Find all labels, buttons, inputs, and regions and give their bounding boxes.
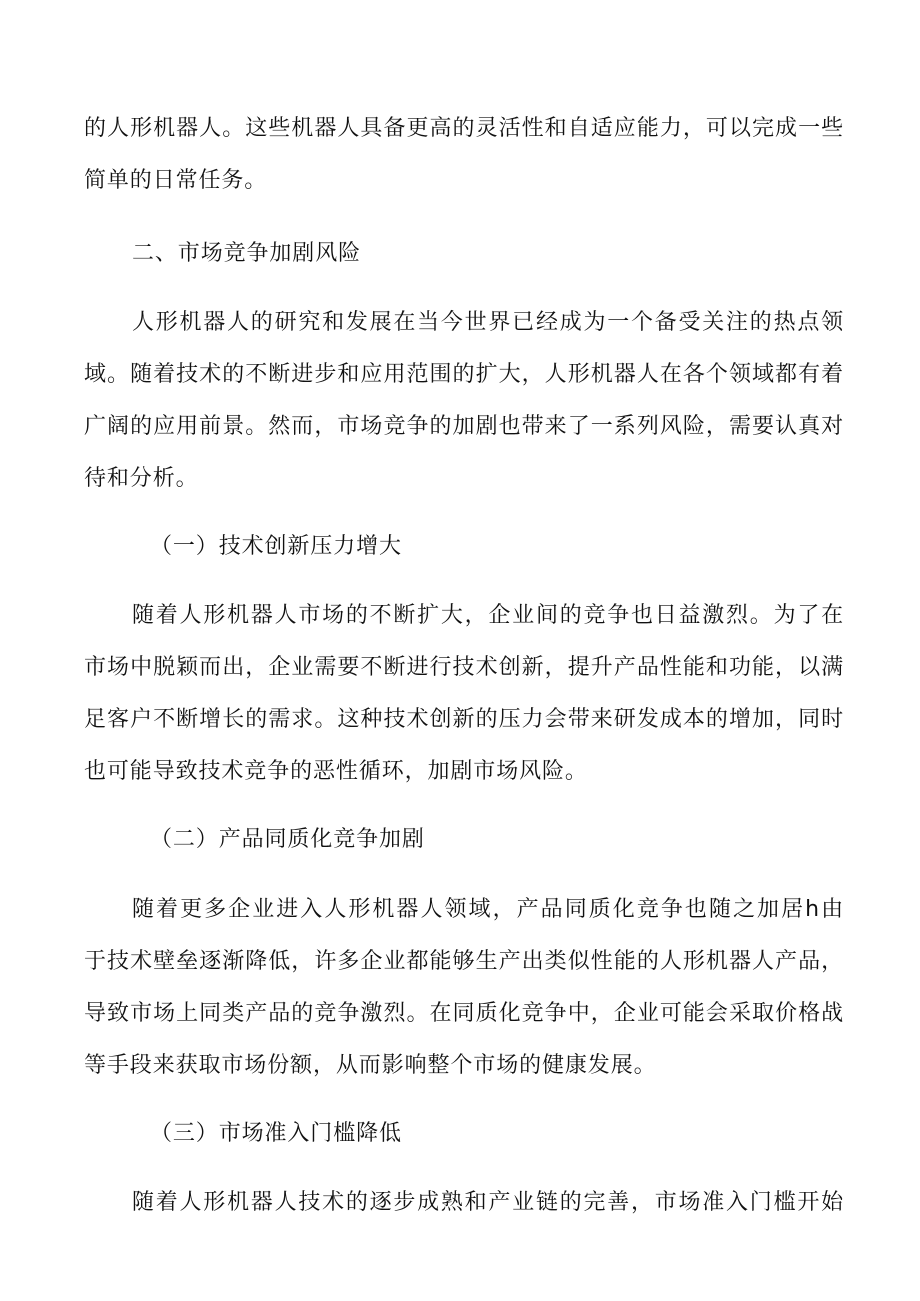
section-heading: 二、市场竞争加剧风险 (132, 241, 362, 266)
paragraph-line: 待和分析。 (84, 466, 199, 491)
paragraph-line: 导致市场上同类产品的竞争激烈。在同质化竞争中，企业可能会采取价格战 (84, 1001, 844, 1026)
paragraph-line: 人形机器人的研究和发展在当今世界已经成为一个备受关注的热点领 (132, 310, 844, 335)
paragraph-line: 等手段来获取市场份额，从而影响整个市场的健康发展。 (84, 1053, 657, 1078)
paragraph-line: 广阔的应用前景。然而，市场竞争的加剧也带来了一系列风险，需要认真对 (84, 414, 844, 439)
subsection-heading: （一）技术创新压力增大 (150, 534, 402, 559)
paragraph-line: 随着人形机器人技术的逐步成熟和产业链的完善，市场准入门槛开始 (132, 1190, 844, 1215)
paragraph-line: 足客户不断增长的需求。这种技术创新的压力会带来研发成本的增加，同时 (84, 707, 844, 732)
paragraph-line: 于技术壁垒逐渐降低，许多企业都能够生产出类似性能的人形机器人产品， (84, 949, 844, 974)
subsection-heading: （三）市场准入门槛降低 (150, 1121, 402, 1146)
paragraph-line: 随着更多企业进入人形机器人领域，产品同质化竞争也随之加居h由 (132, 897, 844, 922)
paragraph-line: 随着人形机器人市场的不断扩大，企业间的竞争也日益激烈。为了在 (132, 603, 844, 628)
subsection-heading: （二）产品同质化竞争加剧 (150, 827, 425, 852)
paragraph-line: 市场中脱颖而出，企业需要不断进行技术创新，提升产品性能和功能，以满 (84, 655, 844, 680)
paragraph-line: 域。随着技术的不断进步和应用范围的扩大，人形机器人在各个领域都有着 (84, 362, 844, 387)
paragraph-line: 的人形机器人。这些机器人具备更高的灵活性和自适应能力，可以完成一些 (84, 116, 844, 141)
paragraph-line: 简单的日常任务。 (84, 168, 268, 193)
paragraph-line: 也可能导致技术竞争的恶性循环，加剧市场风险。 (84, 759, 588, 784)
